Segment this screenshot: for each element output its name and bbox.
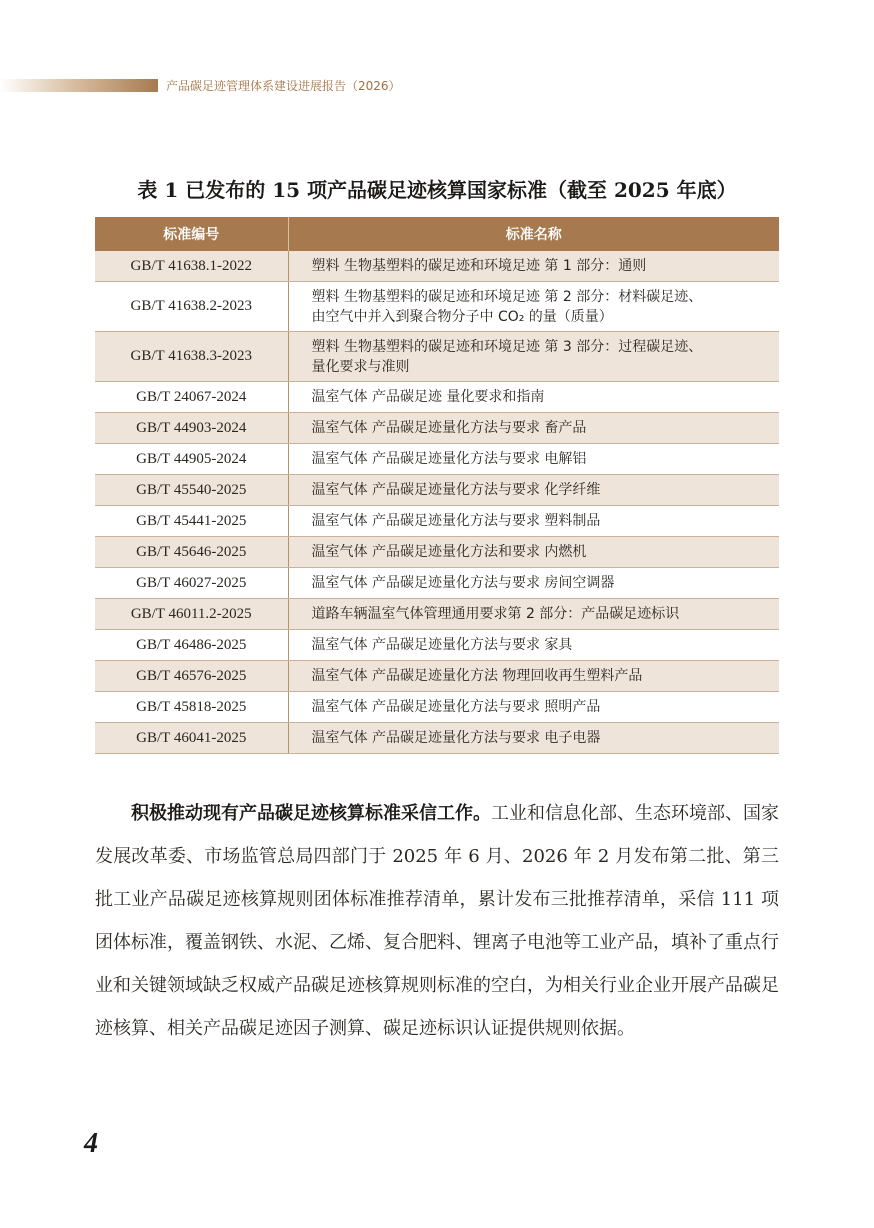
standard-code-cell: GB/T 45441-2025 bbox=[95, 506, 288, 537]
column-header-code: 标准编号 bbox=[95, 217, 288, 251]
standard-code-cell: GB/T 44903-2024 bbox=[95, 413, 288, 444]
standard-name-line: 温室气体 产品碳足迹量化方法与要求 家具 bbox=[311, 637, 573, 653]
standard-code-cell: GB/T 41638.1-2022 bbox=[95, 251, 288, 282]
standard-name-line: 温室气体 产品碳足迹量化方法与要求 塑料制品 bbox=[311, 513, 601, 529]
standard-code-cell: GB/T 45646-2025 bbox=[95, 537, 288, 568]
standard-name-line: 塑料 生物基塑料的碳足迹和环境足迹 第 2 部分：材料碳足迹、 bbox=[311, 288, 703, 305]
standard-name-cell bbox=[288, 382, 779, 413]
standard-name-cell bbox=[288, 661, 779, 692]
standard-name-cell bbox=[288, 506, 779, 537]
standard-name-line: 塑料 生物基塑料的碳足迹和环境足迹 第 1 部分：通则 bbox=[311, 258, 647, 274]
page-number: 4 bbox=[84, 1128, 98, 1159]
standard-name-line: 温室气体 产品碳足迹量化方法 物理回收再生塑料产品 bbox=[311, 668, 643, 684]
standard-code-cell: GB/T 24067-2024 bbox=[95, 382, 288, 413]
standard-code-cell: GB/T 41638.3-2023 bbox=[95, 332, 288, 382]
table-row bbox=[95, 630, 779, 661]
table-row bbox=[95, 723, 779, 754]
table-row bbox=[95, 332, 779, 382]
standard-name-line: 温室气体 产品碳足迹 量化要求和指南 bbox=[311, 389, 545, 405]
standard-name-line: 温室气体 产品碳足迹量化方法与要求 照明产品 bbox=[311, 699, 601, 715]
standard-name-line: 塑料 生物基塑料的碳足迹和环境足迹 第 3 部分：过程碳足迹、 bbox=[311, 338, 703, 355]
table-row bbox=[95, 282, 779, 332]
table-row bbox=[95, 599, 779, 630]
table-row bbox=[95, 475, 779, 506]
standard-name-line: 温室气体 产品碳足迹量化方法与要求 电子电器 bbox=[311, 730, 601, 746]
standard-name-line: 道路车辆温室气体管理通用要求第 2 部分：产品碳足迹标识 bbox=[311, 606, 680, 622]
standard-name-line: 温室气体 产品碳足迹量化方法与要求 化学纤维 bbox=[311, 482, 601, 498]
table-row bbox=[95, 537, 779, 568]
standard-name-cell bbox=[288, 251, 779, 282]
standard-code-cell: GB/T 45818-2025 bbox=[95, 692, 288, 723]
table-row bbox=[95, 506, 779, 537]
standard-name-cell bbox=[288, 475, 779, 506]
standard-code-cell: GB/T 46041-2025 bbox=[95, 723, 288, 754]
paragraph-lead: 积极推动现有产品碳足迹核算标准采信工作。 bbox=[131, 803, 491, 824]
standard-code-cell: GB/T 44905-2024 bbox=[95, 444, 288, 475]
table-row bbox=[95, 413, 779, 444]
standard-name-line: 温室气体 产品碳足迹量化方法与要求 电解铝 bbox=[311, 451, 587, 467]
standard-name-cell bbox=[288, 282, 779, 332]
standards-table bbox=[95, 217, 779, 754]
standard-name-cell bbox=[288, 630, 779, 661]
table-row bbox=[95, 661, 779, 692]
header-decoration-bar bbox=[0, 79, 158, 92]
standard-name-line: 由空气中并入到聚合物分子中 CO₂ 的量（质量） bbox=[311, 308, 613, 325]
column-header-name: 标准名称 bbox=[288, 217, 779, 251]
standard-name-line: 量化要求与准则 bbox=[311, 358, 410, 375]
standard-name-cell bbox=[288, 599, 779, 630]
standard-code-cell: GB/T 45540-2025 bbox=[95, 475, 288, 506]
standard-name-cell bbox=[288, 537, 779, 568]
standard-name-cell bbox=[288, 332, 779, 382]
standard-name-cell bbox=[288, 444, 779, 475]
standard-name-line: 温室气体 产品碳足迹量化方法和要求 内燃机 bbox=[311, 544, 587, 560]
standard-name-line: 温室气体 产品碳足迹量化方法与要求 房间空调器 bbox=[311, 575, 615, 591]
body-paragraph bbox=[95, 792, 779, 1050]
table-row bbox=[95, 251, 779, 282]
standard-code-cell: GB/T 46486-2025 bbox=[95, 630, 288, 661]
table-title: 表 1 已发布的 15 项产品碳足迹核算国家标准（截至 2025 年底） bbox=[137, 178, 737, 202]
table-row bbox=[95, 382, 779, 413]
standard-code-cell: GB/T 46576-2025 bbox=[95, 661, 288, 692]
standard-code-cell: GB/T 46027-2025 bbox=[95, 568, 288, 599]
standard-name-line: 温室气体 产品碳足迹量化方法与要求 畜产品 bbox=[311, 420, 587, 436]
running-title: 产品碳足迹管理体系建设进展报告（2026） bbox=[166, 79, 401, 93]
table-row bbox=[95, 568, 779, 599]
standard-name-cell bbox=[288, 568, 779, 599]
standards-table-body bbox=[95, 251, 779, 754]
standard-name-cell bbox=[288, 723, 779, 754]
standard-name-cell bbox=[288, 413, 779, 444]
table-row bbox=[95, 692, 779, 723]
standard-code-cell: GB/T 41638.2-2023 bbox=[95, 282, 288, 332]
standard-name-cell bbox=[288, 692, 779, 723]
table-row bbox=[95, 444, 779, 475]
standard-code-cell: GB/T 46011.2-2025 bbox=[95, 599, 288, 630]
paragraph-text: 工业和信息化部、生态环境部、国家发展改革委、市场监管总局四部门于 2025 年 6 月、2026 年 2 月发布第二批、第三批工业产品碳足迹核算规则团体标准推荐清单，累计发布三批推荐清单，采信 111 项团体标准，覆盖钢铁、水泥、乙烯、复合肥料、锂离子电池等工业产品，填补了重点行业和关键领域缺乏权威产品碳足迹核算规则标准的空白，为相关行业企业开展产品碳足迹核算、相关产品碳足迹因子测算、碳足迹标识认证提供规则依据。 bbox=[95, 803, 779, 1039]
